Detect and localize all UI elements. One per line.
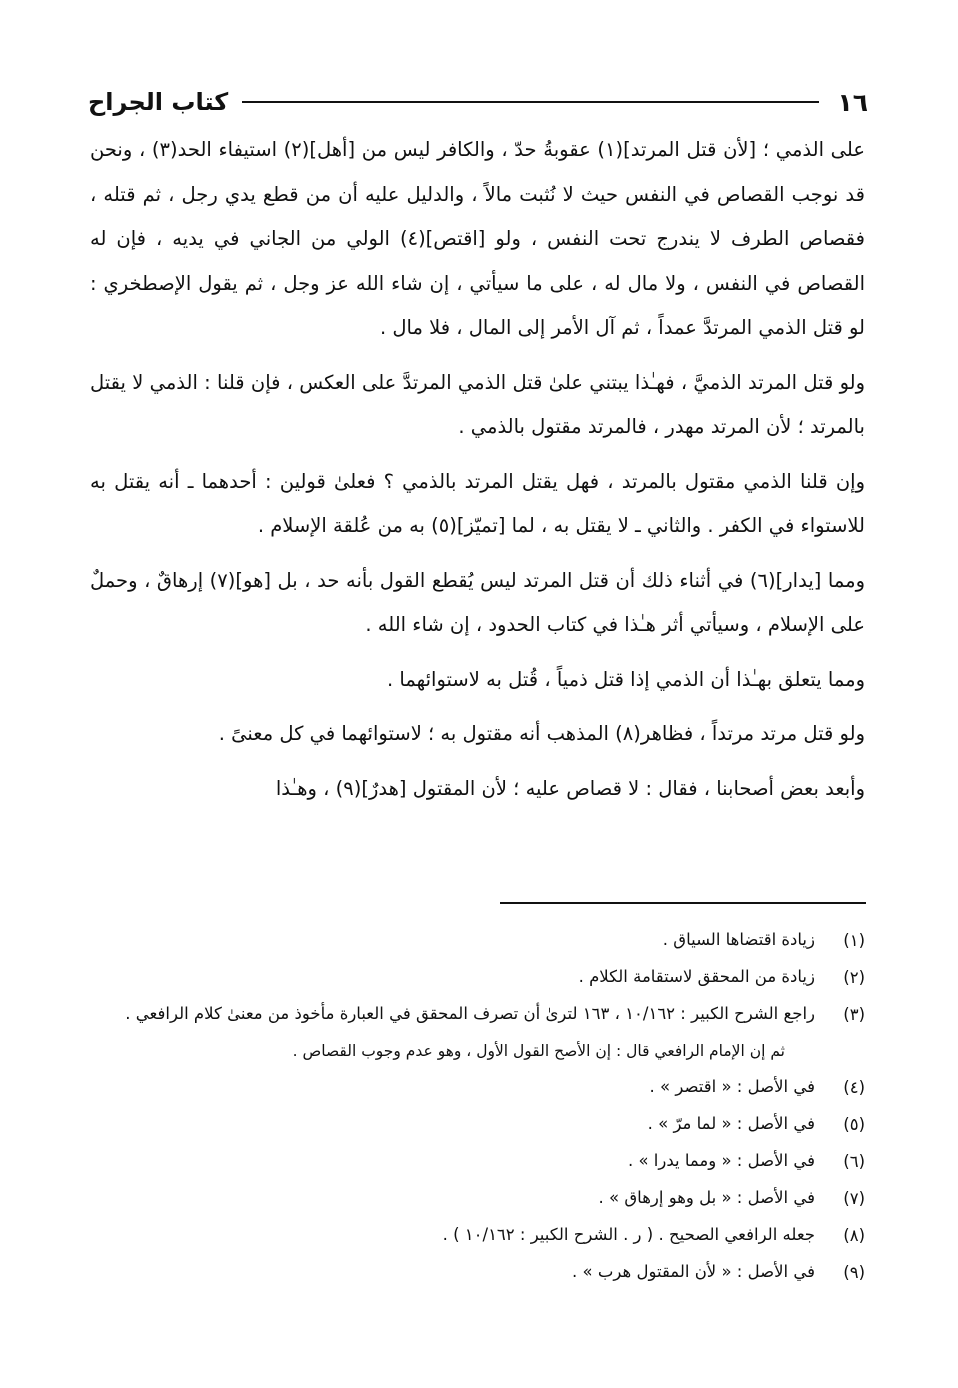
footnote-text: في الأصل : « بل وهو إرهاق » . bbox=[598, 1188, 815, 1207]
footnote-text: في الأصل : « اقتصر » . bbox=[649, 1077, 815, 1096]
paragraph: وإن قلنا الذمي مقتول بالمرتد ، فهل يقتل المرتد بالذمي ؟ فعلىٰ قولين : أحدهما ـ أنه يقتل به للاستواء في الكفر . والثاني ـ لا يقتل به ، لما [تميّز](٥) به من عُلقة الإسلام . bbox=[90, 469, 865, 537]
paragraph: ولو قتل المرتد الذميَّ ، فهـٰذا يبتني علىٰ قتل الذمي المرتدَّ على العكس ، فإن قلنا : الذمي لا يقتل بالمرتد ؛ لأن المرتد مهدر ، فالمرتد مقتول بالذمي . bbox=[90, 370, 865, 438]
footnote-text: في الأصل : « لأن المقتول هرب » . bbox=[572, 1262, 815, 1281]
footnote bbox=[80, 1069, 865, 1106]
header-rule bbox=[242, 101, 819, 103]
page-number: ١٦ bbox=[837, 87, 868, 117]
paragraph: ومما [يدار](٦) في أثناء ذلك أن قتل المرتد ليس يُقطع القول بأنه حد ، بل [هو](٧) إرهاقٌ ، وحملٌ على الإسلام ، وسيأتي أثر هـٰذا في كتاب الحدود ، إن شاء الله . bbox=[90, 568, 865, 636]
footnote bbox=[80, 1143, 865, 1180]
footnote-number: (٤) bbox=[843, 1078, 865, 1097]
footnote bbox=[80, 1254, 865, 1291]
paragraph: وأبعد بعض أصحابنا ، فقال : لا قصاص عليه ؛ لأن المقتول [هدرٌ](٩) ، وهـٰذا bbox=[275, 776, 865, 800]
main-text bbox=[90, 128, 865, 821]
paragraph: ولو قتل مرتد مرتداً ، فظاهر(٨) المذهب أنه مقتول به ؛ لاستوائهما في كل معنىً . bbox=[218, 722, 865, 745]
footnote-number: (٢) bbox=[843, 968, 865, 987]
footnote-number: (٦) bbox=[843, 1152, 865, 1171]
footnote-text: زيادة من المحقق لاستقامة الكلام . bbox=[578, 967, 815, 986]
footnote-number: (٩) bbox=[843, 1263, 865, 1282]
footnote-text: راجع الشرح الكبير : ١٠/١٦٢ ، ١٦٣ لترىٰ أن تصرف المحقق في العبارة مأخوذ من معنىٰ كلام الرافعي . bbox=[125, 1004, 815, 1023]
footnote-number: (٧) bbox=[843, 1189, 865, 1208]
book-title: كتاب الجراح bbox=[88, 88, 229, 116]
footnote-number: (٥) bbox=[843, 1115, 865, 1134]
footnote-text: في الأصل : « لما مرّ » . bbox=[647, 1114, 815, 1133]
footnote-number: (٣) bbox=[843, 1005, 865, 1024]
footnote bbox=[80, 996, 865, 1033]
footnote bbox=[80, 1106, 865, 1143]
paragraph: ومما يتعلق بهـٰذا أن الذمي إذا قتل ذمياً ، قُتل به لاستوائهما . bbox=[387, 667, 865, 691]
footnote-text: في الأصل : « ومما يدرا » . bbox=[627, 1151, 815, 1170]
footnote-text: زيادة اقتضاها السياق . bbox=[662, 930, 815, 949]
footnote bbox=[80, 959, 865, 996]
footnote-number: (٨) bbox=[843, 1226, 865, 1245]
footnote-number: (١) bbox=[843, 931, 865, 950]
paragraph: على الذمي ؛ [لأن قتل المرتد](١) عقوبةُ حدّ ، والكافر ليس من [أهل](٢) استيفاء الحد(٣) ، ونحن قد نوجب القصاص في النفس حيث لا نُثبت مالاً ، والدليل عليه أن من قطع يدي رجل ، ثم قتله ، فقصاص الطرف لا يندرج تحت النفس ، ولو [اقتص](٤) الولي من الجاني في يديه ، فإن له القصاص في النفس ، ولا مال له ، على ما سيأتي ، إن شاء الله عز وجل ، ثم يقول الإصطخري : لو قتل الذمي المرتدَّ عمداً ، ثم آل الأمر إلى المال ، فلا مال . bbox=[90, 138, 866, 339]
footnote-divider bbox=[500, 902, 866, 904]
footnote bbox=[80, 1217, 865, 1254]
footnote-text: جعله الرافعي الصحيح . ( ر . الشرح الكبير : ١٠/١٦٢ ) . bbox=[442, 1225, 815, 1244]
page-header bbox=[88, 82, 868, 122]
footnote-continuation: ثم إن الإمام الرافعي قال : إن الأصح القول الأول ، وهو عدم وجوب القصاص . bbox=[292, 1042, 785, 1060]
footnote bbox=[80, 922, 865, 959]
footnotes bbox=[80, 922, 865, 1291]
footnote bbox=[80, 1180, 865, 1217]
